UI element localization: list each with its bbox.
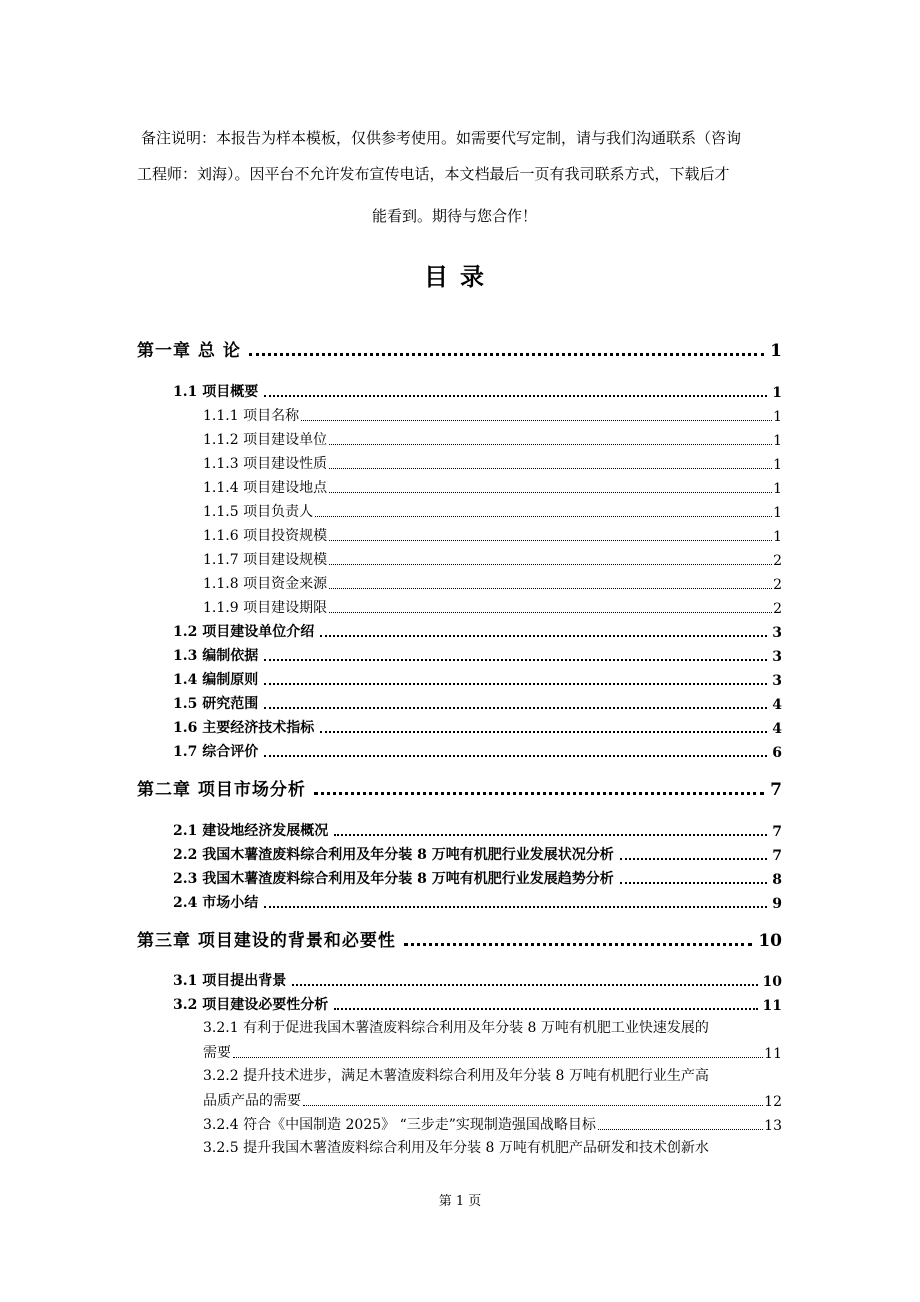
toc-title: 目录	[424, 262, 496, 291]
toc-item-1-1-8[interactable]: 1.1.8 项目资金来源 2	[203, 576, 782, 593]
toc-item-1-1-3[interactable]: 1.1.3 项目建设性质 1	[203, 456, 782, 473]
toc-item-3-2-5-line1[interactable]: 3.2.5 提升我国木薯渣废料综合利用及年分装 8 万吨有机肥产品研发和技术创新水	[203, 1140, 709, 1156]
toc-section-2-4[interactable]: 2.4 市场小结 9	[173, 895, 782, 912]
toc-item-1-1-9[interactable]: 1.1.9 项目建设期限 2	[203, 600, 782, 617]
toc-chapter-1[interactable]: 第一章 总 论 1	[137, 341, 782, 361]
toc-section-3-1[interactable]: 3.1 项目提出背景 10	[173, 973, 782, 990]
toc-section-1-2[interactable]: 1.2 项目建设单位介绍 3	[173, 624, 782, 641]
notice-line-2: 工程师：刘海）。因平台不允许发布宣传电话，本文档最后一页有我司联系方式，下载后才	[137, 165, 730, 183]
toc-section-3-2[interactable]: 3.2 项目建设必要性分析 11	[173, 997, 782, 1014]
toc-item-3-2-2-line1[interactable]: 3.2.2 提升技术进步，满足木薯渣废料综合利用及年分装 8 万吨有机肥行业生产高	[203, 1068, 709, 1084]
toc-item-1-1-5[interactable]: 1.1.5 项目负责人 1	[203, 504, 782, 521]
page-number: 第 1 页	[438, 1194, 482, 1209]
toc-section-2-3[interactable]: 2.3 我国木薯渣废料综合利用及年分装 8 万吨有机肥行业发展趋势分析 8	[173, 871, 782, 888]
toc-item-3-2-2[interactable]: 品质产品的需要 12	[203, 1093, 782, 1110]
notice-line-3: 能看到。期待与您合作！	[372, 207, 538, 225]
toc-item-3-2-1[interactable]: 需要 11	[203, 1045, 782, 1062]
toc-section-1-1[interactable]: 1.1 项目概要 1	[173, 384, 782, 401]
toc-section-2-1[interactable]: 2.1 建设地经济发展概况 7	[173, 823, 782, 840]
toc-chapter-3[interactable]: 第三章 项目建设的背景和必要性 10	[137, 931, 782, 951]
toc-item-1-1-6[interactable]: 1.1.6 项目投资规模 1	[203, 528, 782, 545]
toc-section-1-6[interactable]: 1.6 主要经济技术指标 4	[173, 720, 782, 737]
toc-item-3-2-1-line1[interactable]: 3.2.1 有利于促进我国木薯渣废料综合利用及年分装 8 万吨有机肥工业快速发展的	[203, 1020, 709, 1036]
notice-line-1: 备注说明：本报告为样本模板，仅供参考使用。如需要代写定制，请与我们沟通联系（咨询	[141, 129, 742, 147]
toc-section-1-7[interactable]: 1.7 综合评价 6	[173, 744, 782, 761]
toc-item-1-1-2[interactable]: 1.1.2 项目建设单位 1	[203, 432, 782, 449]
toc-section-1-4[interactable]: 1.4 编制原则 3	[173, 672, 782, 689]
toc-chapter-2[interactable]: 第二章 项目市场分析 7	[137, 780, 782, 800]
toc-section-1-3[interactable]: 1.3 编制依据 3	[173, 648, 782, 665]
toc-section-1-5[interactable]: 1.5 研究范围 4	[173, 696, 782, 713]
toc-item-3-2-4[interactable]: 3.2.4 符合《中国制造 2025》 “三步走”实现制造强国战略目标 13	[203, 1117, 782, 1134]
toc-item-1-1-4[interactable]: 1.1.4 项目建设地点 1	[203, 480, 782, 497]
toc-item-1-1-7[interactable]: 1.1.7 项目建设规模 2	[203, 552, 782, 569]
toc-section-2-2[interactable]: 2.2 我国木薯渣废料综合利用及年分装 8 万吨有机肥行业发展状况分析 7	[173, 847, 782, 864]
toc-item-1-1-1[interactable]: 1.1.1 项目名称 1	[203, 408, 782, 425]
